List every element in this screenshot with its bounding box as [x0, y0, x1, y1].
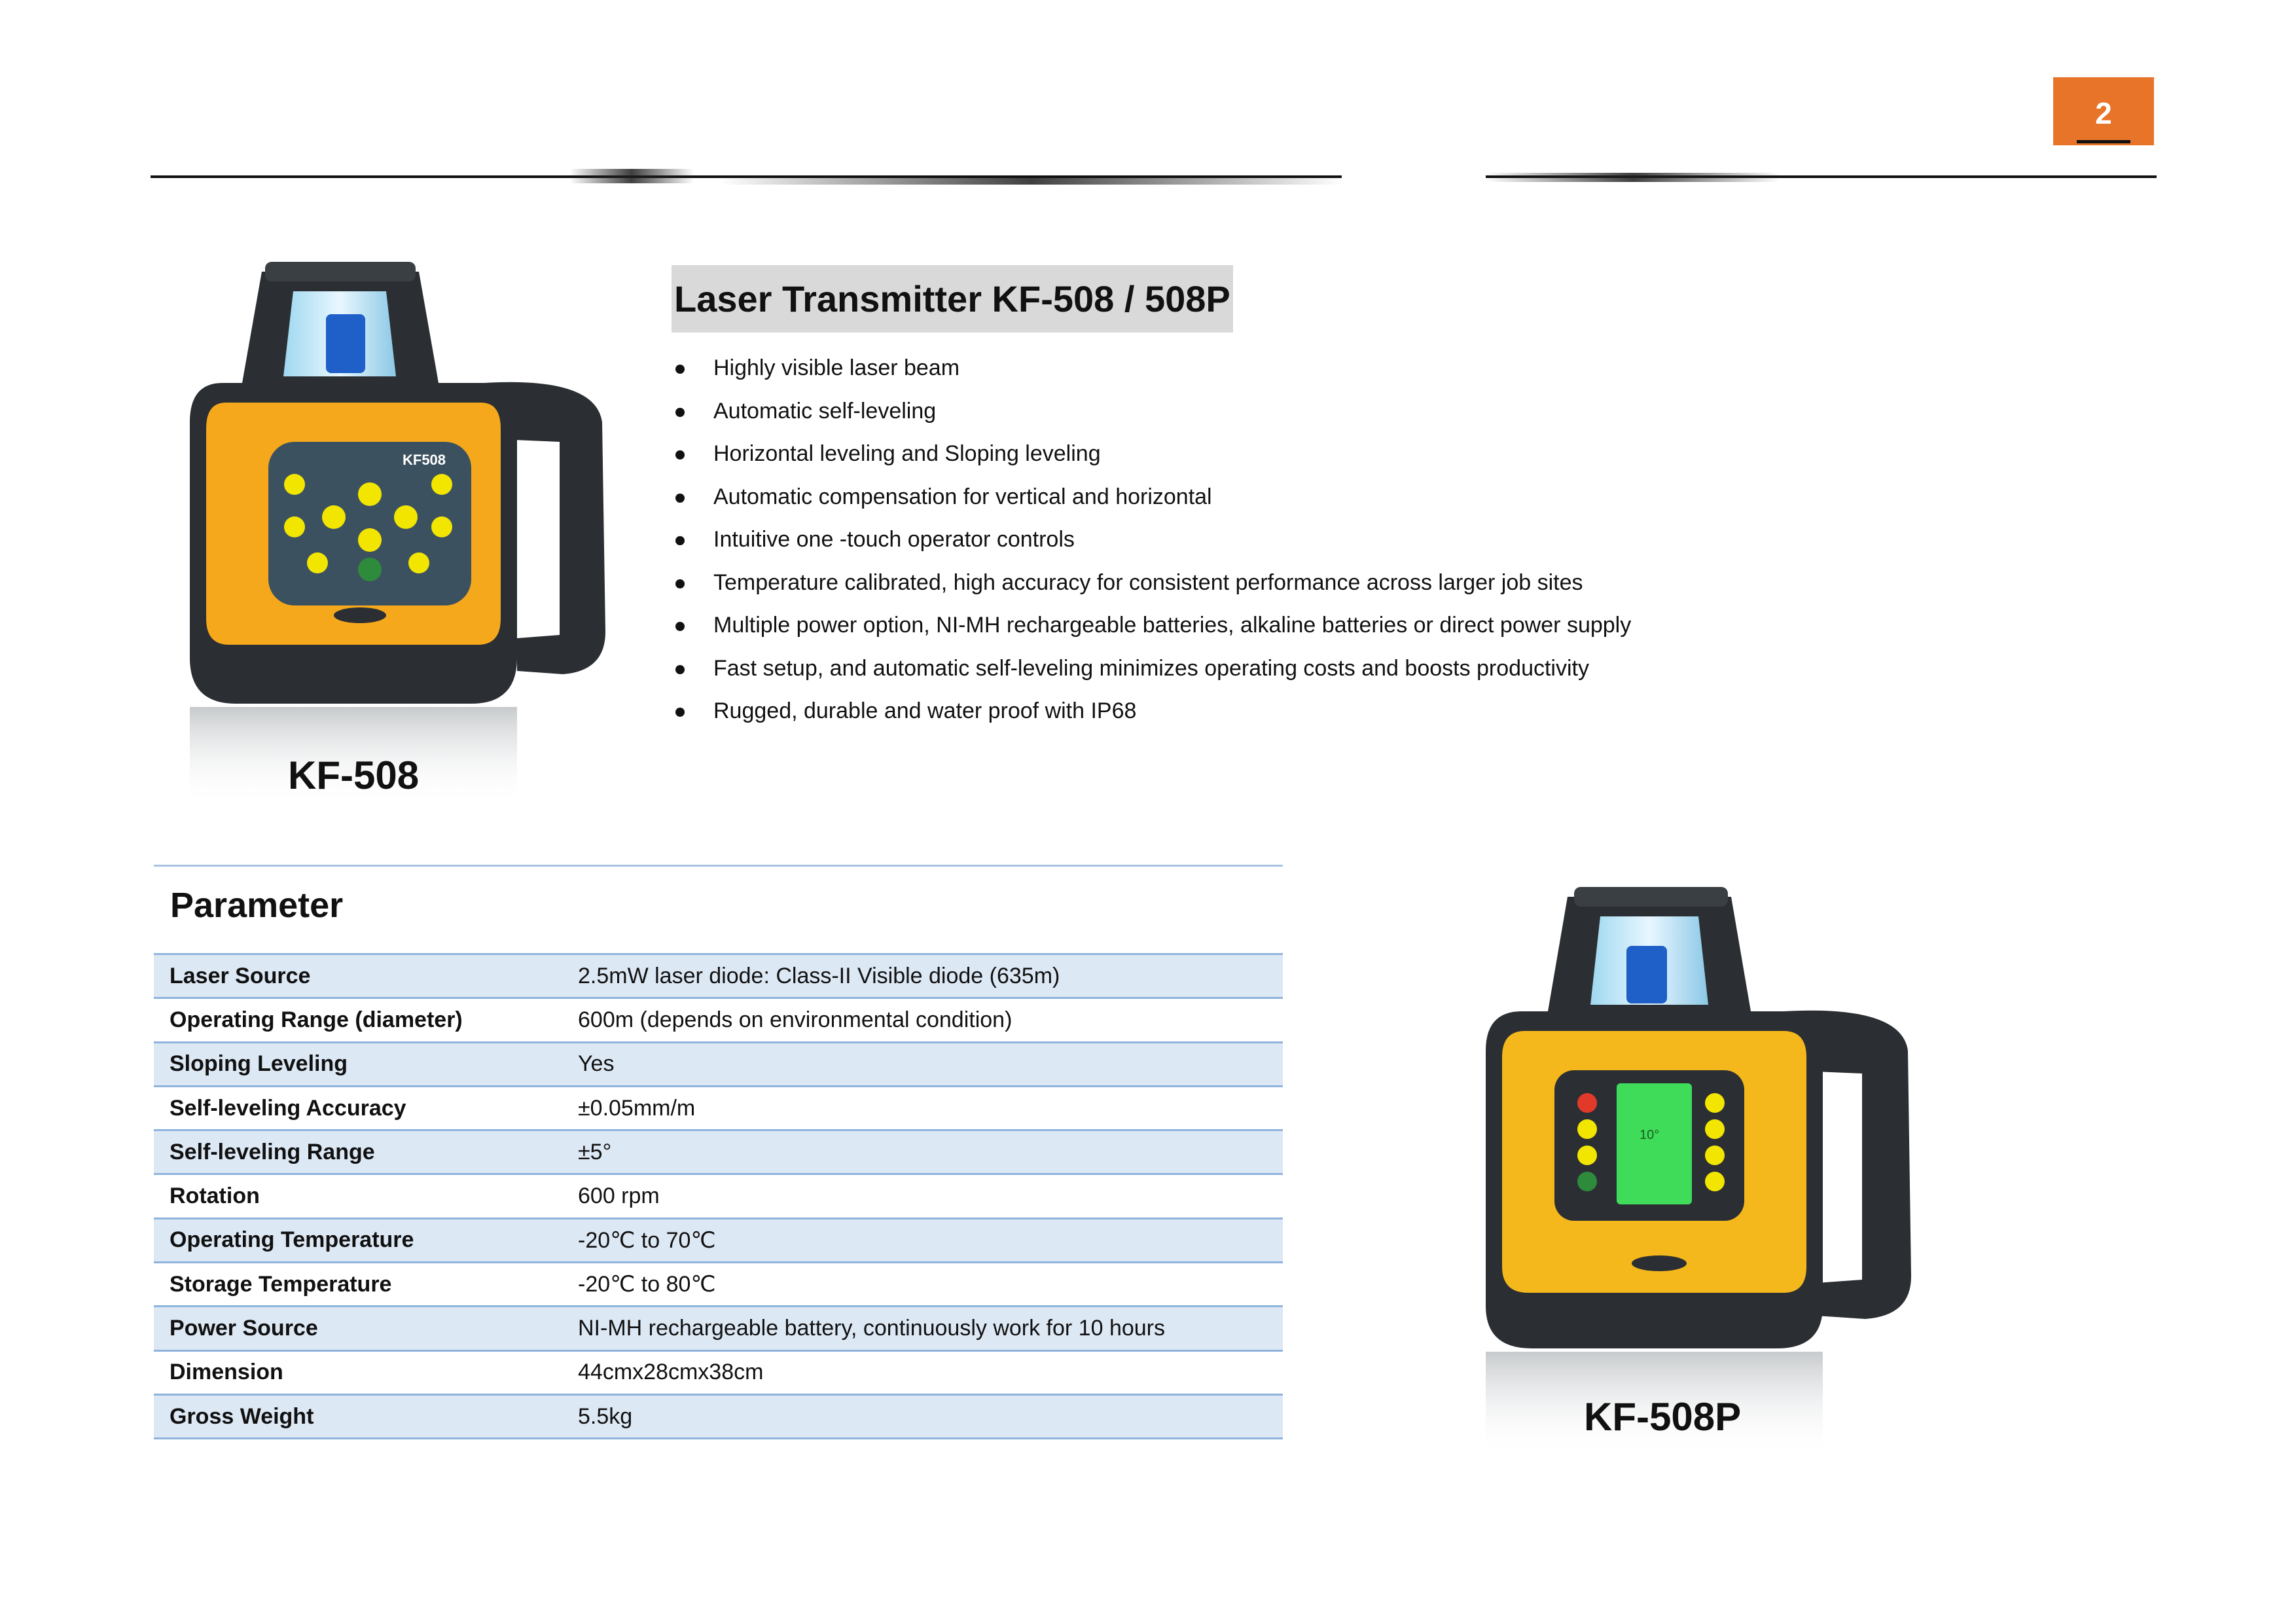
- param-label: Self-leveling Range: [154, 1130, 562, 1174]
- panel-button-icon: [1705, 1119, 1725, 1139]
- panel-button-left-arrow-icon: [322, 505, 346, 529]
- table-row: [154, 1086, 1283, 1130]
- panel-label: KF508: [403, 452, 446, 468]
- laser-head: [1626, 946, 1667, 1003]
- panel-button-power-icon: [358, 558, 382, 581]
- feature-item: Temperature calibrated, high accuracy for consistent performance across larger job sites: [674, 562, 1631, 605]
- feature-item: Automatic self-leveling: [674, 390, 1631, 433]
- panel-button-icon: [284, 516, 305, 537]
- feature-item: Rugged, durable and water proof with IP68: [674, 690, 1631, 733]
- panel-button-icon: [1577, 1146, 1597, 1165]
- table-row: [154, 1042, 1283, 1086]
- header-smudge: [569, 169, 694, 183]
- feature-item: Multiple power option, NI-MH rechargeable batteries, alkaline batteries or direct power supply: [674, 604, 1631, 647]
- param-value: ±5°: [562, 1130, 1283, 1174]
- panel-button-power-icon: [1577, 1093, 1597, 1113]
- panel-button-icon: [1705, 1172, 1725, 1191]
- param-value: ±0.05mm/m: [562, 1086, 1283, 1130]
- panel-button-icon: [408, 552, 429, 573]
- param-value: -20℃ to 70℃: [562, 1218, 1283, 1262]
- panel-button-icon: [1705, 1146, 1725, 1165]
- table-row: [154, 1130, 1283, 1174]
- param-value: NI-MH rechargeable battery, continuously work for 10 hours: [562, 1307, 1283, 1350]
- param-label: Storage Temperature: [154, 1263, 562, 1307]
- product-title: Laser Transmitter KF-508 / 508P: [672, 265, 1233, 333]
- header-smudge: [1486, 173, 1780, 182]
- panel-button-icon: [431, 474, 452, 495]
- param-label: Gross Weight: [154, 1394, 562, 1438]
- table-row: [154, 1394, 1283, 1438]
- feature-item: Fast setup, and automatic self-leveling minimizes operating costs and boosts productivity: [674, 647, 1631, 691]
- table-row: [154, 1218, 1283, 1262]
- feature-item: Horizontal leveling and Sloping leveling: [674, 433, 1631, 476]
- header-smudge: [720, 178, 1342, 185]
- param-value: 2.5mW laser diode: Class-II Visible diode (635m): [562, 954, 1283, 998]
- device-top-cap: [1574, 887, 1728, 907]
- device-top-cap: [265, 262, 416, 281]
- feature-item: Automatic compensation for vertical and horizontal: [674, 476, 1631, 519]
- param-label: Operating Range (diameter): [154, 998, 562, 1042]
- panel-button-icon: [307, 552, 328, 573]
- parameter-table: [154, 953, 1283, 1439]
- kf508-product-image: [177, 252, 622, 808]
- param-label: Self-leveling Accuracy: [154, 1086, 562, 1130]
- device-logo-mark: [334, 607, 386, 623]
- param-value: -20℃ to 80℃: [562, 1263, 1283, 1307]
- lcd-reading: 10°: [1640, 1128, 1660, 1142]
- laser-head: [326, 314, 365, 373]
- lcd-display: [1617, 1083, 1692, 1204]
- panel-button-up-arrow-icon: [358, 482, 382, 506]
- param-label: Power Source: [154, 1307, 562, 1350]
- parameter-top-rule: [154, 865, 1283, 867]
- panel-button-down-arrow-icon: [358, 528, 382, 552]
- parameter-heading: Parameter: [170, 886, 344, 925]
- table-row: [154, 1174, 1283, 1218]
- param-value: 5.5kg: [562, 1394, 1283, 1438]
- table-row: [154, 998, 1283, 1042]
- feature-item: Intuitive one -touch operator controls: [674, 518, 1631, 562]
- panel-button-right-arrow-icon: [394, 505, 418, 529]
- page-number-badge: [2053, 77, 2154, 145]
- table-row: [154, 1307, 1283, 1350]
- panel-button-icon: [1577, 1172, 1597, 1191]
- kf508p-product-image: [1469, 884, 1928, 1460]
- device-logo-mark: [1632, 1255, 1687, 1271]
- param-label: Laser Source: [154, 954, 562, 998]
- table-row: [154, 1263, 1283, 1307]
- panel-button-icon: [284, 474, 305, 495]
- table-row: [154, 1350, 1283, 1394]
- param-label: Sloping Leveling: [154, 1042, 562, 1086]
- panel-button-icon: [1705, 1093, 1725, 1113]
- panel-button-icon: [1577, 1119, 1597, 1139]
- table-row: [154, 954, 1283, 998]
- page-number: 2: [2077, 96, 2130, 143]
- panel-button-icon: [431, 516, 452, 537]
- param-value: 600m (depends on environmental condition): [562, 998, 1283, 1042]
- feature-item: Highly visible laser beam: [674, 347, 1631, 390]
- param-value: 44cmx28cmx38cm: [562, 1350, 1283, 1394]
- kf508-caption: KF-508: [288, 753, 420, 797]
- param-value: 600 rpm: [562, 1174, 1283, 1218]
- param-label: Rotation: [154, 1174, 562, 1218]
- feature-list: [674, 347, 1631, 733]
- param-label: Dimension: [154, 1350, 562, 1394]
- param-label: Operating Temperature: [154, 1218, 562, 1262]
- kf508p-caption: KF-508P: [1584, 1395, 1742, 1439]
- param-value: Yes: [562, 1042, 1283, 1086]
